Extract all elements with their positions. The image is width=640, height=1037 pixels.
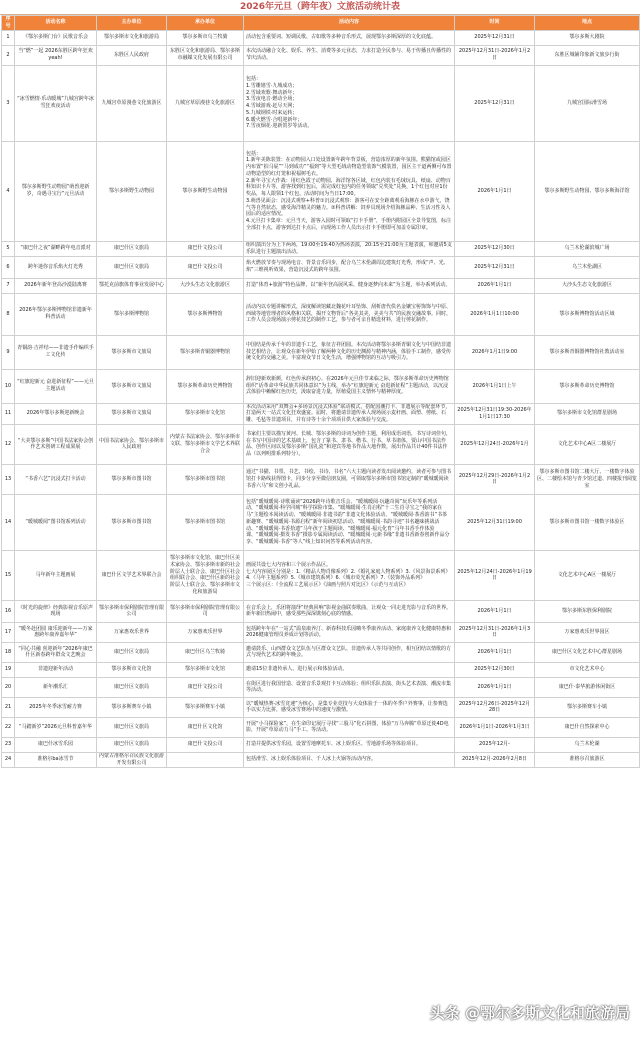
activity-name: 《鄂尔多斯门台》民歌音乐会 — [15, 30, 97, 45]
organizer-unit: 鄂尔多斯市图书馆 — [167, 464, 244, 494]
activity-name: 2026年新年登高沙漠陆离赛 — [15, 278, 97, 293]
activity-time: 2026年1月1日9:00 — [455, 335, 535, 369]
row-number: 20 — [2, 677, 15, 697]
activity-time: 2025年12月31日-2026年1月2日 — [455, 45, 535, 65]
row-number: 2 — [2, 45, 15, 65]
host-unit: 康巴什区文学艺术界联合会 — [97, 550, 167, 600]
host-unit: 鄂托克前旗体育事业发展中心 — [97, 278, 167, 293]
table-row — [2, 662, 640, 677]
table-row — [2, 622, 640, 642]
activity-name: 《时光的旋律》经典影视音乐原声现场 — [15, 600, 97, 622]
activity-time: 2025年12月- — [455, 737, 535, 752]
activity-content: 辞旧迎新欢新颜，红色传承润初心。在2026年元旦佳节来临之际，鄂尔多斯革命历史博物馆组织“话革命中华民族共同体意识”为主线，举办“红旗迎新元 奋进新征程”主题活动，以沉浸式体验中赖解红色历史，汲取奋进力量，厚植爱国主义情怀与精神厚度。 — [244, 369, 455, 403]
activity-name: “马踏新岁”2026元旦科普嘉年华 — [15, 717, 97, 737]
activity-name: “康巴什之夜”湖畔跨年电音派对 — [15, 241, 97, 256]
host-unit: 九城宫草原漫巷文化旅游区 — [97, 65, 167, 141]
organizer-unit: 鄂尔多斯青铜器博物馆 — [167, 335, 244, 369]
activity-place: 康巴什区文化艺术中心群星剧场 — [535, 642, 640, 662]
activity-time: 2025年12月24日-2026年1月 — [455, 424, 535, 464]
activity-place: 文化艺术中心A区一楼展厅 — [535, 550, 640, 600]
row-number: 24 — [2, 752, 15, 767]
activity-name: 康巴什冰雪乐园 — [15, 737, 97, 752]
table-row — [2, 494, 640, 550]
row-number: 7 — [2, 278, 15, 293]
activity-name: 准格尔ba冰雪节 — [15, 752, 97, 767]
activity-time: 2025年12月24日-2026年1月19日 — [455, 550, 535, 600]
host-unit: 鄂尔多斯市文旅局 — [97, 335, 167, 369]
host-unit: 鄂尔多斯野生动物园 — [97, 141, 167, 241]
activity-place: 九城宫国际滑雪场 — [535, 65, 640, 141]
organizer-unit: 大沙头生态文化旅游区 — [167, 278, 244, 293]
table-row — [2, 141, 640, 241]
activity-content: 组织演出分为上下两场，19:00至19:40为热场表演，20:15至21:00为主题表演，和邀请5支乐队进行主题演出活动。 — [244, 241, 455, 256]
activity-name: 青铜韵·吉祥结——非遗手作编织手工文化传 — [15, 335, 97, 369]
activity-content: 打造“体育+旅游”特色品牌，以“新年登高展风采、健身逐梦向未来”为主题，举办系列活动。 — [244, 278, 455, 293]
activity-name: “同心共融 喜迎新年”2026年康巴什区新春跨年群众文艺晚会 — [15, 642, 97, 662]
header-time: 时间 — [455, 16, 535, 31]
activity-name: 当“燃”一起 2026东胜区跨年狂欢yeah! — [15, 45, 97, 65]
activity-time: 2026年1月1日 — [455, 278, 535, 293]
activity-content: 邀请15位非遗传承人、进行展示和体验活动。 — [244, 662, 455, 677]
organizer-unit — [167, 752, 244, 767]
host-unit: 康巴什区文旅局 — [97, 677, 167, 697]
host-unit: 康巴什区文旅局 — [97, 737, 167, 752]
activity-time: 2026年1月1日10:00 — [455, 293, 535, 335]
activity-name: 2026年鄂尔多斯博物馆非遗新年科普活动 — [15, 293, 97, 335]
organizer-unit: 康巴什文投公司 — [167, 737, 244, 752]
activity-content: 本次活动采用“双舞会+多场景沉浸式体验”联动模式，搭配国潮打卡、非遗展示等配套环节，打造两天一站式文化狂欢盛宴。届时，将邀请非遗传承人现场展示麦秆画、面塑、剪纸、石雕、毛毡等非遗项目，并有诗等十余个项项目供大家体验与交流。 — [244, 403, 455, 424]
row-number: 12 — [2, 424, 15, 464]
organizer-unit: 九城宫草原漫巷文化旅游区 — [167, 65, 244, 141]
activity-place: 鄂尔多斯革命历史博物馆 — [535, 369, 640, 403]
row-number: 11 — [2, 403, 15, 424]
row-number: 3 — [2, 65, 15, 141]
row-number: 8 — [2, 293, 15, 335]
activity-name: “暖冬赴团圆 康乐迎新年——万家惠跨年康养嘉年华” — [15, 622, 97, 642]
activity-time: 2026年1月1日-2026年1月3日 — [455, 717, 535, 737]
activity-content: 焰火燃放节奏与现场电音、背景音乐同步，配合乌兰木伦湖周边建筑灯光秀，形成“声、光、焰”三维视听效果，营造沉浸式的跨年氛围。 — [244, 256, 455, 278]
host-unit: 鄂尔多斯市文化馆 — [97, 662, 167, 677]
header-host: 主办单位 — [97, 16, 167, 31]
activity-table — [1, 15, 640, 768]
activity-place: 文化艺术中心A区二楼展厅 — [535, 424, 640, 464]
activity-place: 康巴什自然探索中心 — [535, 717, 640, 737]
activity-name: 非遗迎新年活动 — [15, 662, 97, 677]
row-number: 6 — [2, 256, 15, 278]
activity-time: 2026年1月1日上午 — [455, 369, 535, 403]
activity-content: 包括滑雪、冰上娱乐体验项目、千人冰上火锅等活动内容。 — [244, 752, 455, 767]
host-unit: 鄂尔多斯市文化和旅游局 — [97, 30, 167, 45]
table-row — [2, 293, 640, 335]
organizer-unit: 鄂尔多斯赛车小镇 — [167, 697, 244, 717]
organizer-unit: 鄂尔多斯市保利剧院管理有限公司 — [167, 600, 244, 622]
organizer-unit: 康巴什文投公司 — [167, 677, 244, 697]
activity-content: 邀请鼓乐、山西群众文艺队伍与区群众文艺队、非遗传承人等共同创作，相互团结以情歌的方式与现代艺术的跨年晚会。 — [244, 642, 455, 662]
host-unit: 内蒙古准格尔召民族文化旅游开发有限公司 — [97, 752, 167, 767]
activity-name: 跨年迷你音乐焰火灯光秀 — [15, 256, 97, 278]
activity-place: 大沙头生态文化旅游区 — [535, 278, 640, 293]
activity-name: 2025年冬季冰雪耐力赛 — [15, 697, 97, 717]
activity-name: “冰雪燃情·乐动暖城”九城宫跨年冰雪狂欢夜活动 — [15, 65, 97, 141]
activity-place: 鄂尔多斯市图书馆二楼大厅、一楼数字体验区、二楼绘本馆与青少馆过道、四楼报刊阅览室 — [535, 464, 640, 494]
activity-content: 本次活动融合文化、娱乐、养生、消费等多元业态，力求打造全民参与、易于传播且传播性的节庆活动。 — [244, 45, 455, 65]
header-organizer: 承办单位 — [167, 16, 244, 31]
host-unit: 康巴什区文旅局 — [97, 256, 167, 278]
activity-content: 包括： 1.雪雕嬉雪·九城成功； 2.雪域欢歌·舞动新年； 3.雪夜电音·燃动全场； 4.雪域游戏·赶尽天网； 5.九城钢铁·时来运转； 6.暖火燃雪·合唱迎新年； 7.雪夜烟花·迎新贺岁等活动。 — [244, 65, 455, 141]
table-row — [2, 697, 640, 717]
activity-name: 2026年鄂尔多斯迎新晚会 — [15, 403, 97, 424]
row-number: 17 — [2, 622, 15, 642]
activity-place: 乌兰木伦湖区 — [535, 256, 640, 278]
activity-place: 乌兰木伦湖 — [535, 737, 640, 752]
host-unit: 鄂尔多斯市图书馆 — [97, 464, 167, 494]
table-row — [2, 278, 640, 293]
activity-time: 2025年12月31日19:30-2026年1月1日17:30 — [455, 403, 535, 424]
activity-name: “大美鄂尔多斯”中国书法家协会创作艺术创研工程成果展 — [15, 424, 97, 464]
activity-content: 通过“书猫、书票、书艺、书绘、书诗、书名”六大主题向读者发出阅读邀约，读者可参与图书馆打卡路线获得图卡，同步分享至微信朋友圈，可领取鄂尔多斯市图书馆定制的“暖城暖阅读书香六马”和文创小礼品。 — [244, 464, 455, 494]
header-content: 活动内容 — [244, 16, 455, 31]
activity-content: 中国结是传承千年的非遗手工艺，象征吉祥团圆。本次活动将鄂尔多斯青铜文化与中国结非遗技艺相结合，让观众在新年伊始了解两种文化的历史渊源与精神内涵，体验手工制作，感受传统文化的交融之美。丰富观众节日文化生活，增强博物馆的互动与吸引力。 — [244, 335, 455, 369]
activity-time: 2025年12月30日 — [455, 241, 535, 256]
activity-time: 2025年12月31日19:00 — [455, 494, 535, 550]
activity-time: 2026年1月1日 — [455, 642, 535, 662]
activity-content: 打造并提供冰雪乐园，设置雪地摩托车、冰上娱乐区、雪地游乐场等体验项目。 — [244, 737, 455, 752]
activity-content: 画展共设七大内容和三个展示作品区。 七大内容展区分别是：1.《精品人物肖像系列》2.《婚礼家庭人物系列》3.《风景海景系列》4.《马年主题系列》5.《城市建筑系列》6.《城市荧光系列》7.《装饰外品系列》 三个展示区：《全流程工艺展示区》《油画与照片对比区》《示范与互动区》 — [244, 550, 455, 600]
activity-place: 康巴什·泰华旅游休闲街区 — [535, 677, 640, 697]
row-number: 18 — [2, 642, 15, 662]
host-unit: 东胜区人民政府 — [97, 45, 167, 65]
activity-content: 开展“小马探险家”、在生命印记展厅寻找“三股马”化石拼图，体验“万马奔腾”草原迁徙4D电影，开展“草原动力马”手工、等活动。 — [244, 717, 455, 737]
activity-name: “红旗迎新元 奋进新征程”——元旦主题活动 — [15, 369, 97, 403]
header-place: 地点 — [535, 16, 640, 31]
organizer-unit: 康巴什文投公司 — [167, 241, 244, 256]
row-number: 14 — [2, 494, 15, 550]
organizer-unit: 鄂尔多斯市文化馆、康巴什区美术家协会、鄂尔多斯市新的社会阶层人士联合会、康巴什区社会组织联合会、康巴什区新的社会阶层人士联合会、鄂尔多斯市文化和旅游局 — [167, 550, 244, 600]
row-number: 19 — [2, 662, 15, 677]
row-number: 22 — [2, 717, 15, 737]
organizer-unit: 内蒙古书法家协会、鄂尔多斯市文联、鄂尔多斯市文学艺术界联合会 — [167, 424, 244, 464]
organizer-unit: 康巴什区文化馆 — [167, 717, 244, 737]
activity-name: 鄂尔多斯野生动物园“萌兽迎新岁，奇遇寻宝行”元旦活动 — [15, 141, 97, 241]
table-row — [2, 677, 640, 697]
organizer-unit: 鄂尔多斯野生动物园 — [167, 141, 244, 241]
host-unit: 鄂尔多斯市图书馆 — [97, 494, 167, 550]
activity-time: 2026年1月1日 — [455, 600, 535, 622]
table-title: 2026年元旦（跨年夜）文旅活动统计表 — [0, 0, 640, 15]
table-row — [2, 335, 640, 369]
activity-time: 2025年12月31日-2026年1月3日 — [455, 622, 535, 642]
activity-place: 东胜区城铺印象新文旅步行街 — [535, 45, 640, 65]
organizer-unit: 鄂尔多斯革命历史博物馆 — [167, 369, 244, 403]
activity-content: 包括： 1.新年美陈装置：在动物园入口处设置新年跨年背景板，营造浓厚的新年氛围。熊猫馆或园区内布置“拍马屁”“马到成功”“福到”等大型毛绒动物造型装饰气模装置，园区主干道两侧可布置动物造型的红灯笼和祝福树毛衣。 2.新年寻宝大作战：用红色霞子动物园、海洋馆各区域，红包内装有毛绒玩具、纸扇、动物百科知识卡片等，游客找到红包后，需完成红包内的任务领取“兑奖处”兑换，1个红包对应1份奖品，每人限领1个红包。活动时间为当日17:00。 3.萌兽见面会：沉浸式观察+科普①沉浸式观察：游客可在安全距离观看海豚在水中游弋，饶气等自然状态，感受海洋精灵的魅力。②科普讲解：饲养员现场介绍海豚品种、生活习性及人园后的适应情况。 4.元旦打卡集章：元旦当天，游客入园时可领取“打卡手册”，手册内附园区全景导览图，标注全部打卡点，游客到达打卡点后，向现场工作人员出示打卡手册即可加盖专属印章。 — [244, 141, 455, 241]
organizer-unit: 鄂尔多斯市图书馆 — [167, 494, 244, 550]
header-no: 序号 — [2, 16, 15, 31]
row-number: 16 — [2, 600, 15, 622]
activity-time: 2025年12月-2026年2月8日 — [455, 752, 535, 767]
table-row — [2, 717, 640, 737]
host-unit: 康巴什区文旅局 — [97, 717, 167, 737]
organizer-unit: 鄂尔多斯市乌兰牧骑 — [167, 30, 244, 45]
table-row — [2, 464, 640, 494]
table-row — [2, 403, 640, 424]
table-row — [2, 241, 640, 256]
host-unit: 鄂尔多斯市文旅局 — [97, 369, 167, 403]
activity-time: 2025年12月31日 — [455, 256, 535, 278]
organizer-unit: 万家惠欢乐世界 — [167, 622, 244, 642]
table-row — [2, 256, 640, 278]
activity-place: 市文化艺术中心 — [535, 662, 640, 677]
activity-place: 鄂尔多斯市文化馆群星剧场 — [535, 403, 640, 424]
activity-content: 包括跨年年在“一站式”温泉康养汀、新春科技乐园嗨冬季康养活动、家庭康养文化健康特惠和2026健康管理员养成计划等活动。 — [244, 622, 455, 642]
activity-content: 以“暖城热赛·冰雪竞速”为核心，是集专业竞技与大众体验于一体的冬季户外赛事，让参赛选手以实力比拼，感受冰雪赛场中的速度与激情。 — [244, 697, 455, 717]
organizer-unit: 东胜区文化和旅游局、鄂尔多斯市融媒文化发展有限公司 — [167, 45, 244, 65]
activity-place: 鄂尔多斯东胜保利剧院 — [535, 600, 640, 622]
activity-content: 在街区进行我国营造、设置音乐景观打卡互动体验；组织乐队表演、街头艺术表演、潮流市集等活动。 — [244, 677, 455, 697]
host-unit: 中国书法家协会、鄂尔多斯市人民政府 — [97, 424, 167, 464]
row-number: 13 — [2, 464, 15, 494]
activity-time: 2025年12月31日 — [455, 65, 535, 141]
activity-time: 2026年1月1日 — [455, 141, 535, 241]
organizer-unit: 鄂尔多斯市文化馆 — [167, 403, 244, 424]
host-unit: 万家惠欢乐世界 — [97, 622, 167, 642]
activity-time: 2025年12月30日 — [455, 662, 535, 677]
host-unit: 康巴什区文旅局 — [97, 642, 167, 662]
table-row — [2, 737, 640, 752]
organizer-unit: 鄂尔多斯博物馆 — [167, 293, 244, 335]
header-name: 活动名称 — [15, 16, 97, 31]
activity-content: 在音乐会上，乐团将演绎“经典回响”影视金曲联奏歌曲，让观众一同走进光影与音乐的世界。新年新旧热闹中，感受那些深深镌刻心底的情感。 — [244, 600, 455, 622]
row-number: 23 — [2, 737, 15, 752]
activity-place: 鄂尔多斯青铜器博物馆社教活动室 — [535, 335, 640, 369]
header-row — [2, 16, 640, 31]
activity-time: 2025年12月26日-2025年12月28日 — [455, 697, 535, 717]
table-row — [2, 550, 640, 600]
host-unit: 康巴什区文旅局 — [97, 241, 167, 256]
host-unit: 鄂尔多斯博物馆 — [97, 293, 167, 335]
activity-time: 2026年1月1日 — [455, 677, 535, 697]
activity-place: 准格尔召旅游区 — [535, 752, 640, 767]
activity-time: 2025年12月29日-2026年1月2日 — [455, 464, 535, 494]
organizer-unit: 鄂尔多斯市文化馆 — [167, 662, 244, 677]
watermark: 头条 @鄂尔多斯文化和旅游局 — [429, 1004, 630, 1022]
table-row — [2, 424, 640, 464]
table-row — [2, 45, 640, 65]
row-number: 10 — [2, 369, 15, 403]
activity-place: 乌兰木伦湖滨城广场 — [535, 241, 640, 256]
activity-place: 鄂尔多斯市图书馆一楼数字体验区 — [535, 494, 640, 550]
activity-place: 万家惠欢乐世界园区 — [535, 622, 640, 642]
host-unit: 鄂尔多斯市保利剧院管理有限公司 — [97, 600, 167, 622]
organizer-unit: 康巴什文投公司 — [167, 256, 244, 278]
activity-content: 包括“暖城暖阅·诗歌诵读”2026跨年诗歌音乐会、“暖城暖阅·玩趣奇阅”玩乐年等系列活动，“暖城暖阅·科学同城”科学探险市集、“暖城暖阅·生肖启程”十二生肖寻宝之“我的家在马”主题绘本阅读活动、“暖城暖阅·非遗书韵”非遗文化体验活动、“暖城暖阅·茶香韵书”书茶新趣赛、“暖城暖阅·书源启程”新年阅读初思活动、“暖城暖阅·书韵寻迹”书名趣味挑战活动、“暖城暖阅·书香拾遗”马年孩子主题阅读、“暖城暖阅·福元化育”马年书香手作体验课、“暖城暖阅·摄发书香”摄影专属阅读活动、“暖城暖阅·元新书缘”非遗书香新春创新作品分享、“暖城暖阅·书香”等人”线上知识问答等系列活动内容。 — [244, 494, 455, 550]
table-row — [2, 600, 640, 622]
table-row — [2, 752, 640, 767]
organizer-unit: 康巴什区乌兰牧骑 — [167, 642, 244, 662]
activity-name: “暖城暖阅”图书馆系列活动 — [15, 494, 97, 550]
host-unit: 鄂尔多斯赛车小镇 — [97, 697, 167, 717]
activity-name: 新年潮乐汇 — [15, 677, 97, 697]
activity-place: 鄂尔多斯大剧院 — [535, 30, 640, 45]
table-row — [2, 30, 640, 45]
row-number: 9 — [2, 335, 15, 369]
activity-place: 鄂尔多斯野生动物园、鄂尔多斯海洋馆 — [535, 141, 640, 241]
row-number: 15 — [2, 550, 15, 600]
table-row — [2, 65, 640, 141]
row-number: 1 — [2, 30, 15, 45]
row-number: 21 — [2, 697, 15, 717]
activity-content: 活动内以专题讲解形式，深度解读馆藏北魏花叶耳坠饰、刮析唐代佚名金镶宝髻饰饰与中原、西域等地管理者的风格和关联，揭开文物背后“各美其美，美美与共”的民族交融故事。同时，工作人员会现场演示剪花技艺的制作工艺，参与者可亲自精选材料，进行剪花制作。 — [244, 293, 455, 335]
activity-content: 书家们主要以描写黄河、长城、鄂尔多斯的诗词为创作主题，利用成语词语，书写诗词佳句，在书写中国诗的艺术基础上，包含了篆书、隶书、楷书、行书、草书诸体，贾山中国书法作品、创作区间以及鄂尔多斯“国礼瓷”和迎宾等地书作品大地作数，展出作品共计40件书法作品（以列明排系列特分）。 — [244, 424, 455, 464]
activity-content: 活动包含重要词、短调民歌、古如歌等多种音乐形式，展现鄂尔多斯深厚的文化底蕴。 — [244, 30, 455, 45]
table-row — [2, 369, 640, 403]
activity-name: “书香六艺”沉浸式打卡活动 — [15, 464, 97, 494]
activity-place: 鄂尔多斯博物馆活动区域 — [535, 293, 640, 335]
host-unit: 鄂尔多斯市文旅局 — [97, 403, 167, 424]
activity-place: 鄂尔多斯赛车小镇 — [535, 697, 640, 717]
activity-time: 2025年12月31日 — [455, 30, 535, 45]
row-number: 5 — [2, 241, 15, 256]
row-number: 4 — [2, 141, 15, 241]
activity-name: 马年新年主题画展 — [15, 550, 97, 600]
table-row — [2, 642, 640, 662]
